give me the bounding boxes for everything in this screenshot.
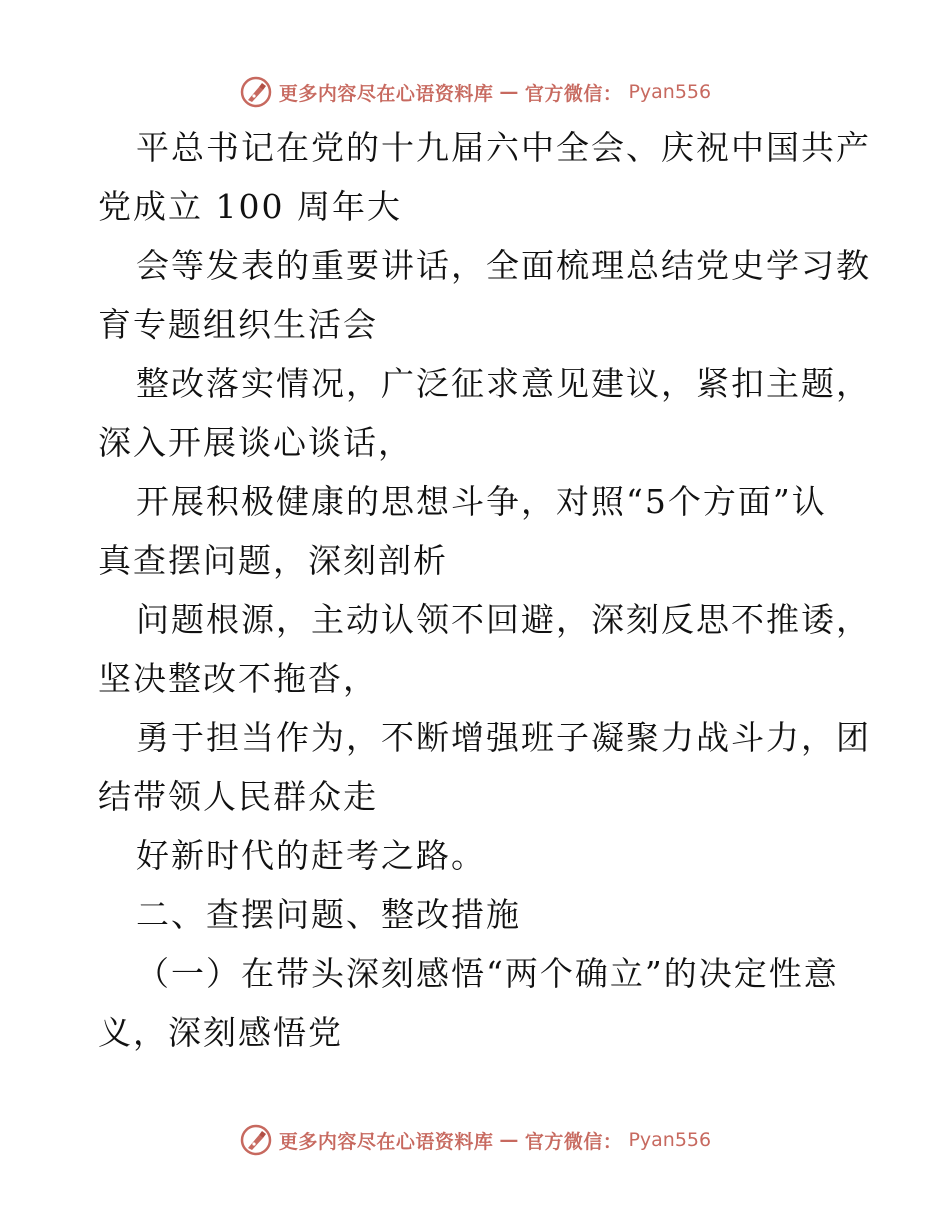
- watermark-main-text: 更多内容尽在心语资料库: [278, 82, 494, 105]
- body-line: 整改落实情况，广泛征求意见建议，紧扣主题，: [136, 364, 871, 403]
- body-line: 党成立 100 周年大: [98, 187, 402, 226]
- watermark-wechat-id: Pyan556: [628, 1129, 712, 1151]
- watermark-wechat-id: Pyan556: [628, 81, 712, 103]
- body-line: 问题根源，主动认领不回避，深刻反思不推诿，: [136, 600, 871, 639]
- body-line: 好新时代的赶考之路。: [136, 836, 486, 875]
- body-line: 义，深刻感悟党: [98, 1013, 343, 1052]
- watermark-separator: —: [499, 81, 519, 103]
- watermark-separator: —: [499, 1129, 519, 1151]
- section-heading: 二、查摆问题、整改措施: [136, 895, 521, 934]
- body-line: 结带领人民群众走: [98, 777, 378, 816]
- footer-watermark: [0, 1120, 950, 1160]
- body-line: 会等发表的重要讲话，全面梳理总结党史学习教: [136, 246, 871, 285]
- subsection-heading: （一）在带头深刻感悟“两个确立”的决定性意: [136, 954, 839, 993]
- body-line: 育专题组织生活会: [98, 305, 378, 344]
- pen-nib-logo-icon: [239, 1123, 273, 1157]
- body-line: 开展积极健康的思想斗争，对照“5个方面”认: [136, 482, 827, 521]
- document-body: [98, 118, 871, 1062]
- body-line: 坚决整改不拖沓，: [98, 659, 378, 698]
- header-watermark: [0, 72, 950, 112]
- pen-nib-logo-icon: [239, 75, 273, 109]
- body-line: 平总书记在党的十九届六中全会、庆祝中国共产: [136, 128, 871, 167]
- body-line: 真查摆问题，深刻剖析: [98, 541, 448, 580]
- watermark-official-label: 官方微信：: [524, 82, 623, 105]
- watermark-official-label: 官方微信：: [524, 1130, 623, 1153]
- body-line: 深入开展谈心谈话，: [98, 423, 413, 462]
- body-line: 勇于担当作为，不断增强班子凝聚力战斗力，团: [136, 718, 871, 757]
- watermark-main-text: 更多内容尽在心语资料库: [278, 1130, 494, 1153]
